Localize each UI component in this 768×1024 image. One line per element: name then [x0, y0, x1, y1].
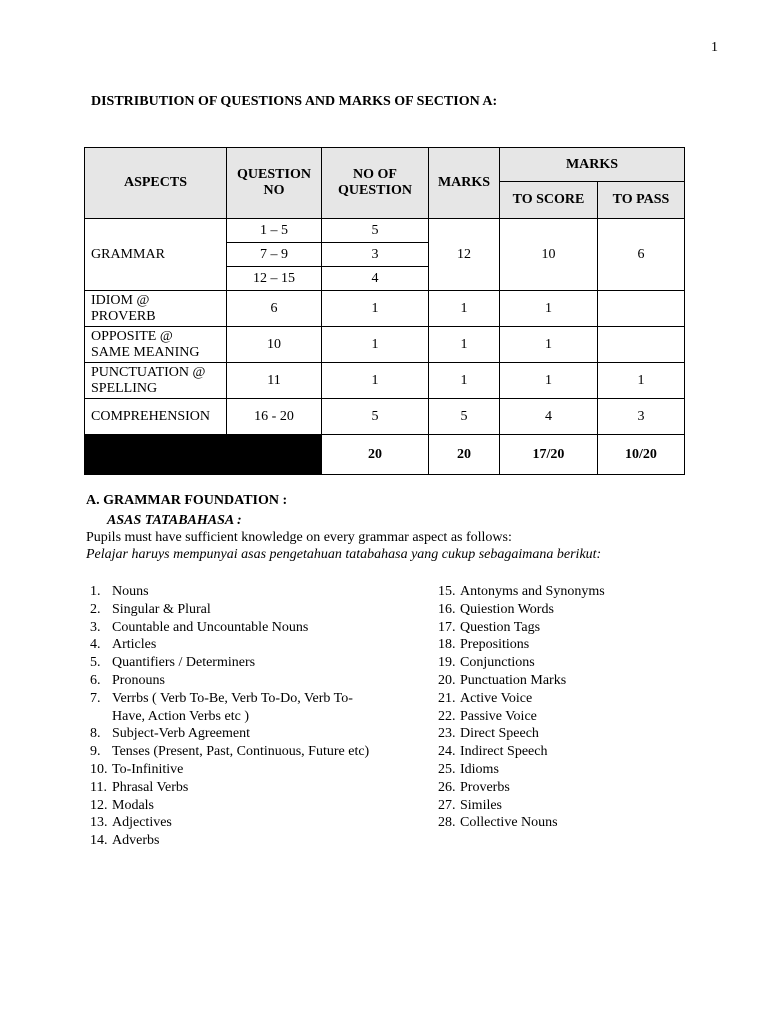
marks-cell: 1: [429, 363, 500, 399]
header-question-no: QUESTION NO: [227, 148, 322, 219]
list-item-text: Have, Action Verbs etc ): [112, 708, 249, 724]
list-item-number: 19.: [438, 655, 456, 671]
table-row-punctuation: [85, 363, 685, 399]
list-item-number: 22.: [438, 708, 456, 724]
list-item-number: 11.: [90, 779, 107, 795]
list-item: [438, 654, 738, 672]
marks-cell: 12: [429, 219, 500, 291]
list-item-text: Nouns: [112, 584, 149, 599]
list-item-number: 16.: [438, 601, 456, 617]
marks-cell: 1: [429, 327, 500, 363]
total-to-score: 17/20: [500, 435, 598, 475]
list-item: [90, 743, 410, 761]
list-item-text: Punctuation Marks: [460, 672, 567, 688]
list-item-number: 15.: [438, 584, 456, 599]
list-item-text: Phrasal Verbs: [112, 779, 189, 795]
section-subheading: ASAS TATABAHASA :: [107, 513, 242, 528]
list-item-number: 23.: [438, 726, 456, 742]
list-item-number: 10.: [90, 761, 108, 777]
list-item: [438, 601, 738, 619]
topic-list-left: [90, 583, 410, 850]
list-item-number: 14.: [90, 833, 108, 849]
intro-english: Pupils must have sufficient knowledge on every grammar aspect as follows:: [86, 530, 512, 545]
header-aspects: ASPECTS: [85, 148, 227, 219]
header-to-pass: TO PASS: [598, 182, 685, 219]
distribution-table: [84, 147, 685, 475]
no-of-question-cell: 1: [322, 363, 429, 399]
list-item-number: 2.: [90, 601, 101, 617]
header-marks-group: MARKS: [500, 148, 685, 182]
list-item: [90, 779, 410, 797]
no-of-question-cell: 1: [322, 327, 429, 363]
list-item-number: 12.: [90, 797, 108, 813]
aspect-idiom: IDIOM @ PROVERB: [85, 291, 227, 327]
list-item: [438, 725, 738, 743]
list-item-text: Countable and Uncountable Nouns: [112, 619, 309, 635]
question-no-cell: 11: [227, 363, 322, 399]
table-row-grammar: [85, 219, 685, 243]
list-item-text: Adverbs: [112, 833, 160, 849]
list-item: [90, 814, 410, 832]
list-item-number: 25.: [438, 761, 456, 777]
list-item-number: 17.: [438, 619, 456, 635]
list-item-text: Subject-Verb Agreement: [112, 726, 251, 742]
list-item: [438, 708, 738, 726]
list-item-text: Quiestion Words: [460, 601, 554, 617]
header-no-of-question: NO OF QUESTION: [322, 148, 429, 219]
no-of-question-cell: 4: [322, 267, 429, 291]
list-item-number: 1.: [90, 584, 101, 599]
list-item: [438, 672, 738, 690]
page-number: 1: [711, 40, 718, 55]
list-item-number: 20.: [438, 672, 456, 688]
list-item-number: 13.: [90, 815, 108, 831]
marks-cell: 1: [429, 291, 500, 327]
list-item-text: Proverbs: [460, 779, 510, 795]
list-item-text: Active Voice: [460, 690, 533, 706]
list-item-text: Singular & Plural: [112, 601, 211, 617]
table-row-idiom: [85, 291, 685, 327]
list-item-number: 6.: [90, 672, 101, 688]
header-marks: MARKS: [429, 148, 500, 219]
list-item: [438, 690, 738, 708]
aspect-punctuation: PUNCTUATION @ SPELLING: [85, 363, 227, 399]
no-of-question-cell: 5: [322, 399, 429, 435]
list-item-text: Adjectives: [112, 815, 172, 831]
list-item-number: 27.: [438, 797, 456, 813]
table-row-opposite: [85, 327, 685, 363]
list-item-text: Quantifiers / Determiners: [112, 655, 256, 671]
list-item: [90, 690, 410, 708]
header-to-score: TO SCORE: [500, 182, 598, 219]
to-score-cell: 10: [500, 219, 598, 291]
list-item-text: Conjunctions: [460, 655, 535, 671]
blacked-out-cell: [85, 435, 322, 475]
list-item-number: 18.: [438, 637, 456, 653]
list-item-text: Question Tags: [460, 619, 541, 635]
question-no-cell: 16 - 20: [227, 399, 322, 435]
aspect-comprehension: COMPREHENSION: [85, 399, 227, 435]
list-item: [90, 761, 410, 779]
list-item-text: Articles: [112, 637, 157, 653]
list-item-number: 26.: [438, 779, 456, 795]
list-item-text: To-Infinitive: [112, 761, 184, 777]
no-of-question-cell: 1: [322, 291, 429, 327]
marks-cell: 5: [429, 399, 500, 435]
intro-malay: Pelajar haruys mempunyai asas pengetahuan tatabahasa yang cukup sebagaimana berikut:: [86, 547, 602, 562]
to-pass-cell: [598, 327, 685, 363]
list-item: [438, 583, 738, 601]
list-item: [438, 619, 738, 637]
list-item: [90, 832, 410, 850]
list-item-text: Similes: [460, 797, 503, 813]
no-of-question-cell: 3: [322, 243, 429, 267]
aspect-opposite: OPPOSITE @ SAME MEANING: [85, 327, 227, 363]
question-no-cell: 7 – 9: [227, 243, 322, 267]
to-score-cell: 1: [500, 327, 598, 363]
list-item: [90, 601, 410, 619]
list-item-text: Tenses (Present, Past, Continuous, Future etc): [112, 744, 370, 760]
list-item-text: Pronouns: [112, 672, 165, 688]
to-pass-cell: 6: [598, 219, 685, 291]
to-pass-cell: 1: [598, 363, 685, 399]
list-item: [438, 779, 738, 797]
total-marks: 20: [429, 435, 500, 475]
list-item-number: 3.: [90, 619, 101, 635]
question-no-cell: 6: [227, 291, 322, 327]
topic-list-right: [438, 583, 738, 832]
list-item: [438, 761, 738, 779]
aspect-grammar: GRAMMAR: [85, 219, 227, 291]
total-no-of-question: 20: [322, 435, 429, 475]
to-pass-cell: [598, 291, 685, 327]
to-score-cell: 1: [500, 291, 598, 327]
list-item-text: Indirect Speech: [460, 744, 548, 760]
question-no-cell: 10: [227, 327, 322, 363]
list-item-number: 28.: [438, 815, 456, 831]
list-item: [90, 672, 410, 690]
question-no-cell: 1 – 5: [227, 219, 322, 243]
to-pass-cell: 3: [598, 399, 685, 435]
list-item: [90, 708, 410, 726]
table-row-comprehension: [85, 399, 685, 435]
list-item: [90, 619, 410, 637]
list-item: [90, 797, 410, 815]
list-item-text: Antonyms and Synonyms: [460, 584, 605, 599]
list-item: [438, 797, 738, 815]
list-item: [438, 636, 738, 654]
list-item-number: 24.: [438, 744, 456, 760]
list-item-text: Verrbs ( Verb To-Be, Verb To-Do, Verb To-: [112, 690, 353, 706]
table-row-total: [85, 435, 685, 475]
list-item-text: Idioms: [460, 761, 499, 777]
list-item-text: Modals: [112, 797, 154, 813]
list-item-text: Passive Voice: [460, 708, 537, 724]
list-item: [438, 743, 738, 761]
list-item: [438, 814, 738, 832]
list-item-number: 9.: [90, 744, 101, 760]
list-item: [90, 636, 410, 654]
list-item-number: 5.: [90, 655, 101, 671]
to-score-cell: 1: [500, 363, 598, 399]
total-to-pass: 10/20: [598, 435, 685, 475]
list-item-number: 4.: [90, 637, 101, 653]
list-item-number: 8.: [90, 726, 101, 742]
list-item-number: 21.: [438, 690, 456, 706]
list-item-number: 7.: [90, 690, 101, 706]
list-item: [90, 725, 410, 743]
section-heading: A. GRAMMAR FOUNDATION :: [86, 493, 288, 508]
list-item-text: Prepositions: [460, 637, 530, 653]
list-item-text: Collective Nouns: [460, 815, 558, 831]
list-item: [90, 583, 410, 601]
page-title: DISTRIBUTION OF QUESTIONS AND MARKS OF SECTION A:: [91, 94, 498, 109]
list-item: [90, 654, 410, 672]
list-item-text: Direct Speech: [460, 726, 539, 742]
no-of-question-cell: 5: [322, 219, 429, 243]
to-score-cell: 4: [500, 399, 598, 435]
question-no-cell: 12 – 15: [227, 267, 322, 291]
